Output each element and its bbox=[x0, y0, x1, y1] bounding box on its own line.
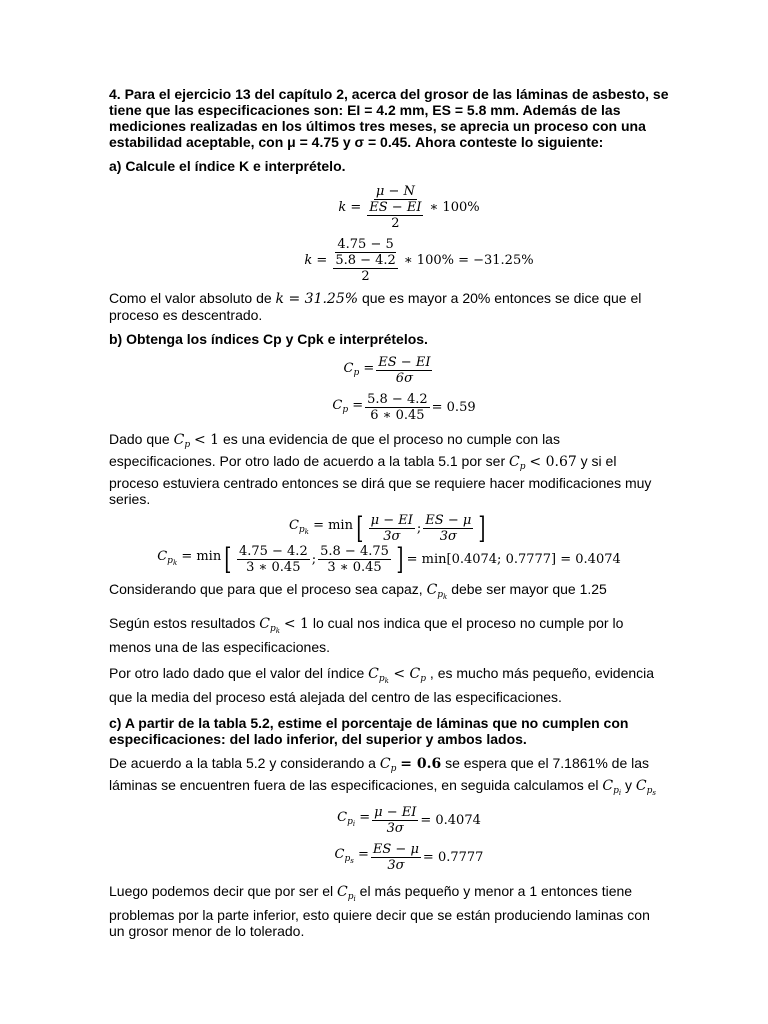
p4-part2: , es mucho más pequeño, evidencia que la media del proceso está alejada del centro de las especificaciones. bbox=[109, 665, 655, 705]
cpk-symbol-2: $C_{p_k}$ bbox=[259, 616, 280, 635]
right-bracket-2: ] bbox=[396, 541, 404, 577]
k-formula-rhs: ∗ 100% bbox=[429, 199, 480, 215]
cpk-less-than-1: < 1 bbox=[283, 616, 309, 632]
cp-formula bbox=[109, 355, 669, 386]
k-value-den-den: 2 bbox=[361, 269, 370, 284]
cp-formula-fraction bbox=[376, 355, 432, 386]
cp-value-equation bbox=[139, 392, 669, 423]
part-c-paragraph-1 bbox=[109, 755, 669, 801]
k-value-equation bbox=[169, 237, 669, 284]
cpk-symbol-1: $C_{p_k}$ bbox=[426, 582, 448, 601]
cpk-formula-lhs: $C_{p_k} = \min$ bbox=[288, 517, 353, 536]
cpk-value-frac-1 bbox=[237, 544, 310, 575]
cp-less-than-1: < 1 bbox=[193, 432, 220, 448]
part-b-paragraph-4 bbox=[109, 665, 669, 705]
part-a-heading: a) Calcule el índice K e interprételo. bbox=[109, 158, 346, 174]
cpk-value-d2: 3 ∗ 0.45 bbox=[327, 560, 382, 575]
cp-value-fraction bbox=[365, 392, 430, 423]
cpk-formula-n2: ES − μ bbox=[425, 513, 472, 528]
cp-formula-lhs: $C_p$ = bbox=[343, 360, 375, 378]
cpi-rhs: = 0.4074 bbox=[420, 812, 481, 828]
cp-value-num: 5.8 − 4.2 bbox=[367, 392, 428, 407]
cpi-den: 3σ bbox=[386, 821, 404, 836]
cpk-value-rhs: = min[0.4074; 0.7777] = 0.4074 bbox=[406, 551, 621, 567]
k-value-den bbox=[329, 253, 402, 284]
cps-num: ES − μ bbox=[372, 842, 419, 857]
part-b-paragraph-2 bbox=[109, 581, 669, 605]
k-formula-num: μ − N bbox=[375, 184, 415, 199]
part-b-paragraph-3 bbox=[109, 615, 669, 655]
c-p2-part2: el más pequeño y menor a 1 entonces tiene problemas por la parte inferior, esto quiere decir que se están produciendo laminas con un grosor menor de lo tolerado. bbox=[109, 883, 650, 939]
cpk-formula bbox=[109, 510, 669, 546]
cpk-formula-frac-2 bbox=[423, 513, 473, 544]
part-c-paragraph-2 bbox=[109, 883, 669, 939]
cpk-value-n1: 4.75 − 4.2 bbox=[238, 544, 308, 559]
cpi-equation bbox=[149, 805, 669, 836]
part-b-heading: b) Obtenga los índices Cp y Cpk e interprételos. bbox=[109, 331, 428, 347]
cp-formula-num: ES − EI bbox=[378, 355, 431, 370]
cp-symbol-2: $C_p$ bbox=[509, 454, 526, 472]
c-p2-part1: Luego podemos decir que por ser el bbox=[109, 883, 334, 899]
cpk-formula-frac-1 bbox=[369, 513, 415, 544]
k-formula-den-den: 2 bbox=[391, 216, 400, 231]
k-value-num: 4.75 − 5 bbox=[337, 237, 394, 252]
left-bracket-2: [ bbox=[224, 541, 232, 577]
part-c-heading: c) A partir de la tabla 5.2, estime el porcentaje de láminas que no cumplen con especificaciones: del lado inferior, del superior y ambos lados. bbox=[109, 715, 629, 747]
cpk-value-equation bbox=[109, 541, 669, 577]
part-a-text-after: que es mayor a 20% entonces se dice que el proceso es descentrado. bbox=[109, 290, 642, 323]
document-page bbox=[109, 86, 669, 939]
p3-part1: Según estos resultados bbox=[109, 615, 256, 631]
cpk-value-d1: 3 ∗ 0.45 bbox=[246, 560, 301, 575]
c-p1-part1: De acuerdo a la tabla 5.2 y considerando a bbox=[109, 755, 376, 771]
cpk-value-frac-2 bbox=[318, 544, 391, 575]
left-bracket: [ bbox=[356, 510, 364, 546]
cps-lhs: $C_{p_s}$ = bbox=[334, 846, 369, 865]
k-formula-den-num: ES − EI bbox=[369, 200, 422, 215]
cpi-fraction bbox=[372, 805, 418, 836]
p4-part1: Por otro lado dado que el valor del índice bbox=[109, 665, 365, 681]
cps-fraction bbox=[371, 842, 421, 873]
cpk-formula-n1: μ − EI bbox=[370, 513, 413, 528]
cpk-value-n2: 5.8 − 4.75 bbox=[320, 544, 389, 559]
cpk-formula-sep: ; bbox=[416, 520, 422, 536]
cps-rhs: = 0.7777 bbox=[422, 849, 484, 865]
cpi-symbol-1: $C_{p_i}$ bbox=[602, 778, 622, 797]
cpi-num: μ − EI bbox=[374, 805, 417, 820]
c-p1-part2: se espera que el 7.1861% de las láminas se encuentren fuera de las especificaciones, en seguida calculamos el bbox=[109, 755, 650, 793]
cpi-symbol-2: $C_{p_i}$ bbox=[337, 884, 356, 903]
k-value-den-num: 5.8 − 4.2 bbox=[335, 253, 396, 268]
part-b-paragraph-1 bbox=[109, 431, 669, 507]
c-p1-part3: y bbox=[625, 777, 633, 793]
cp-value-den: 6 ∗ 0.45 bbox=[370, 408, 425, 423]
p1-part1: Dado que bbox=[109, 431, 170, 447]
p2-part2: debe ser mayor que 1.25 bbox=[451, 581, 607, 597]
cp-less-than-067: < 0.67 bbox=[529, 454, 577, 470]
cps-equation bbox=[149, 842, 669, 873]
k-formula-fraction bbox=[363, 184, 427, 231]
part-a-text-before: Como el valor absoluto de bbox=[109, 290, 272, 306]
cp-formula-den: 6σ bbox=[395, 371, 413, 386]
cpk-lt-cp: $C_{p_k} < C_p$ bbox=[368, 666, 427, 685]
cpk-formula-d2: 3σ bbox=[439, 529, 457, 544]
cp-value-rhs: = 0.59 bbox=[431, 399, 476, 415]
cp-value-lhs: $C_p$ = bbox=[332, 397, 364, 415]
k-formula bbox=[149, 184, 669, 231]
k-value-lhs: k = bbox=[304, 252, 328, 268]
k-value-fraction bbox=[329, 237, 402, 284]
cp-symbol-3: $C_p$ bbox=[379, 756, 397, 774]
cps-symbol-1: $C_{p_s}$ bbox=[635, 778, 656, 797]
k-formula-lhs: k = bbox=[338, 199, 362, 215]
p1-part2: es una evidencia de que el proceso no cumple con las especificaciones. Por otro lado de acuerdo a la tabla 5.1 por ser bbox=[109, 431, 560, 469]
cp-equals-06: = 0.6 bbox=[400, 756, 442, 772]
cpk-value-sep: ; bbox=[311, 551, 317, 567]
k-abs-value: k = 31.25% bbox=[275, 291, 359, 307]
part-a-interpretation bbox=[109, 290, 669, 323]
k-formula-den bbox=[363, 200, 427, 231]
p2-part1: Considerando que para que el proceso sea capaz, bbox=[109, 581, 423, 597]
question-4-statement: 4. Para el ejercicio 13 del capítulo 2, acerca del grosor de las láminas de asbesto, se tiene que las especificaciones son: EI = 4.2 mm, ES = 5.8 mm. Además de las mediciones realizadas en los últimos tres meses, se aprecia un proceso con una estabilidad aceptable, con μ = 4.75 y σ = 0.45. Ahora conteste lo siguiente: bbox=[109, 86, 669, 150]
k-value-rhs: ∗ 100% = −31.25% bbox=[403, 252, 534, 268]
cpi-lhs: $C_{p_i}$ = bbox=[337, 809, 371, 828]
cpk-formula-d1: 3σ bbox=[383, 529, 401, 544]
cps-den: 3σ bbox=[387, 858, 405, 873]
right-bracket: ] bbox=[478, 510, 486, 546]
cpk-value-lhs: $C_{p_k} = \min$ bbox=[157, 548, 222, 567]
p3-part2: lo cual nos indica que el proceso no cumple por lo menos una de las especificaciones. bbox=[109, 615, 624, 655]
cp-symbol-1: $C_p$ bbox=[173, 432, 191, 450]
p1-part3: y si el proceso estuviera centrado entonces se dirá que se requiere hacer modificaciones muy series. bbox=[109, 453, 652, 507]
